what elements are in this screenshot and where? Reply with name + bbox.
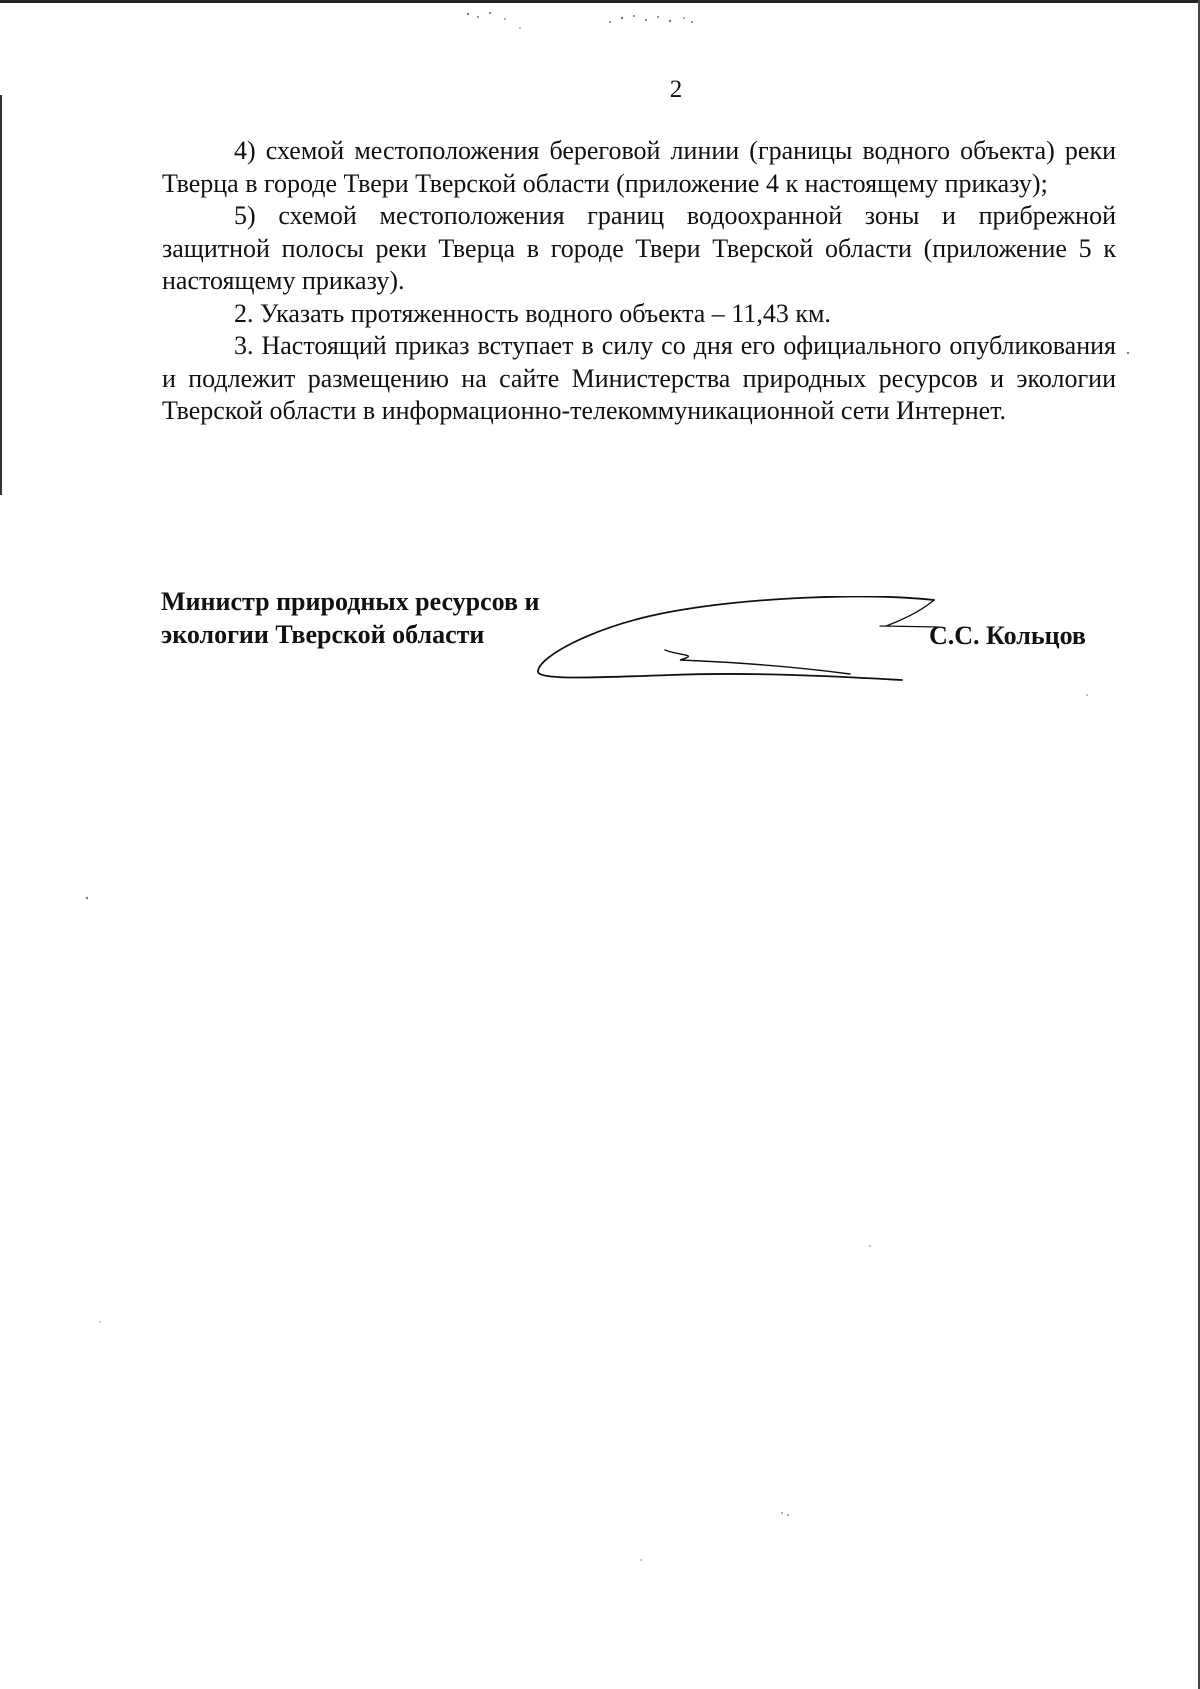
- handwritten-signature: [530, 596, 950, 686]
- paragraph-item-5: 5) схемой местоположения границ водоохранной зоны и прибрежной защитной полосы реки Тверца в городе Твери Тверской области (приложение 5 к настоящему приказу).: [162, 201, 1116, 295]
- body-text: [162, 135, 1116, 428]
- paragraph-clause-3: 3. Настоящий приказ вступает в силу со дня его официального опубликования и подлежит размещению на сайте Министерства природных ресурсов и экологии Тверской области в информационно-телекоммуникационной сети Интернет.: [162, 331, 1116, 425]
- paragraph-clause-2: 2. Указать протяженность водного объекта – 11,43 км.: [234, 298, 831, 328]
- signatory-title: [161, 585, 540, 651]
- paragraph-item-4: 4) схемой местоположения береговой линии (границы водного объекта) реки Тверца в городе Твери Тверской области (приложение 4 к настоящему приказу);: [162, 136, 1116, 198]
- signatory-title-line-1: Министр природных ресурсов и: [161, 587, 540, 616]
- signatory-title-line-2: экологии Тверской области: [161, 620, 485, 649]
- signatory-name: С.С. Кольцов: [929, 621, 1086, 650]
- page-number: 2: [669, 76, 683, 103]
